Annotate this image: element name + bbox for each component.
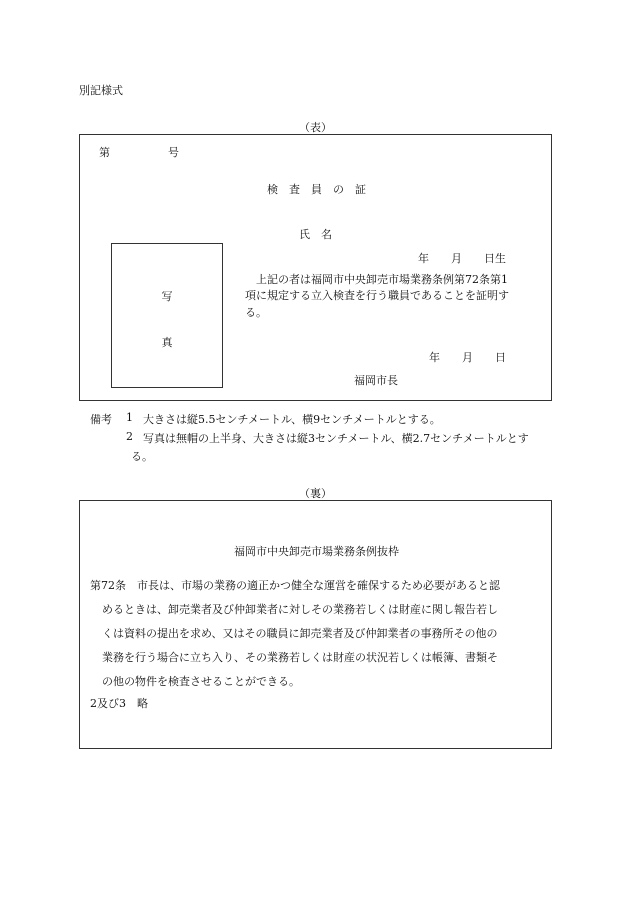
- paragraph-2-3: 2及び3 略: [90, 697, 148, 710]
- article-line-1: 第72条 市長は、市場の業務の適正かつ健全な運営を確保するため必要があると認: [90, 579, 500, 592]
- card-title: 検 査 員 の 証: [267, 183, 366, 196]
- article-line-5: の他の物件を検査させることができる。: [102, 675, 300, 688]
- article-line-3: くは資料の提出を求め、又はその職員に卸売業者及び仲卸業者の事務所その他の: [102, 627, 498, 640]
- photo-box: [111, 243, 223, 388]
- front-side-label: （表）: [299, 121, 332, 134]
- form-label: 別記様式: [79, 84, 123, 97]
- note-1-number: 1: [126, 411, 133, 424]
- birth-date: 年 月 日生: [418, 252, 506, 265]
- note-2-number: 2: [126, 430, 133, 443]
- excerpt-title: 福岡市中央卸売市場業務条例抜枠: [234, 545, 399, 558]
- number-suffix: 号: [168, 146, 179, 159]
- photo-label-top: 写: [161, 290, 173, 303]
- photo-label-bottom: 真: [161, 336, 173, 349]
- note-1-text: 大きさは縦5.5センチメートル、横9センチメートルとする。: [143, 413, 441, 426]
- notes-heading: 備考: [90, 413, 112, 426]
- certification-line-1: 上記の者は福岡市中央卸売市場業務条例第72条第1: [256, 273, 508, 286]
- article-line-4: 業務を行う場合に立ち入り、その業務若しくは財産の状況若しくは帳簿、書類そ: [102, 651, 498, 664]
- name-label: 氏 名: [299, 228, 332, 241]
- issue-date: 年 月 日: [429, 351, 506, 364]
- issuer: 福岡市長: [354, 374, 398, 387]
- article-line-2: めるときは、卸売業者及び仲卸業者に対しその業務若しくは財産に関し報告若し: [102, 603, 498, 616]
- certification-line-3: る。: [245, 306, 267, 319]
- back-card: [79, 500, 552, 749]
- note-2-text-line-1: 写真は無帽の上半身、大きさは縦3センチメートル、横2.7センチメートルとす: [143, 432, 529, 445]
- front-card: [79, 134, 552, 401]
- note-2-text-line-2: る。: [131, 450, 153, 463]
- certification-line-2: 項に規定する立入検査を行う職員であることを証明す: [245, 289, 509, 302]
- number-prefix: 第: [99, 146, 110, 159]
- back-side-label: （裏）: [299, 487, 332, 500]
